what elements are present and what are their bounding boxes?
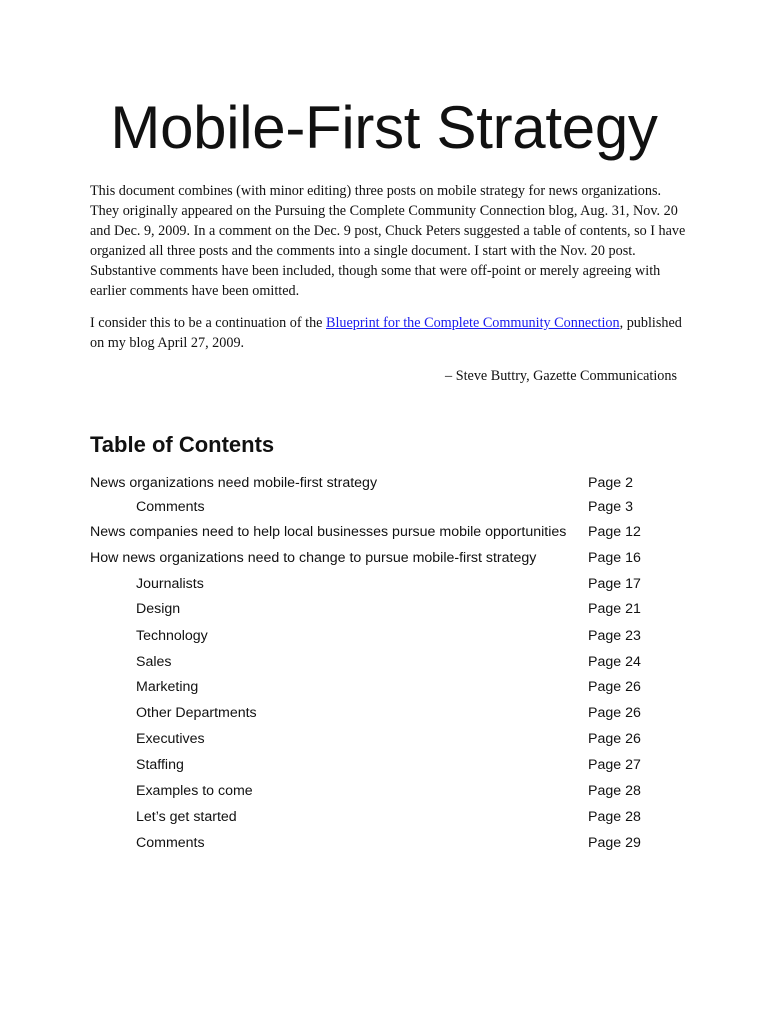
toc-entry-label: News companies need to help local businesses pursue mobile opportunities xyxy=(90,524,567,540)
toc-entry[interactable] xyxy=(0,547,768,569)
toc-entry-label: Other Departments xyxy=(136,705,257,721)
toc-entry-label: Examples to come xyxy=(136,783,253,799)
toc-entry-page: Page 28 xyxy=(588,809,641,825)
toc-entry-page: Page 12 xyxy=(588,524,641,540)
toc-entry-label: Technology xyxy=(136,628,208,644)
toc-entry-label: Let’s get started xyxy=(136,809,237,825)
toc-entry-page: Page 29 xyxy=(588,835,641,851)
continuation-text-after: , published on my blog April 27, 2009. xyxy=(90,315,682,351)
continuation-text-before: I consider this to be a continuation of the xyxy=(90,315,327,331)
intro-paragraph: This document combines (with minor editing) three posts on mobile strategy for news organizations. They originally appeared on the Pursuing the Complete Community Connection blog, Aug. 31, Nov. 20 and Dec. 9, 2009. In a comment on the Dec. 9 post, Chuck Peters suggested a table of contents, so I have organized all three posts and the comments into a single document. I start with the Nov. 20 post. Substantive comments have been included, though some that were off-point or merely agreeing with earlier comments have been omitted. xyxy=(90,183,686,299)
toc-entry[interactable] xyxy=(0,780,768,802)
toc-entry[interactable] xyxy=(0,521,768,543)
toc-entry-label: Staffing xyxy=(136,757,184,773)
toc-entry[interactable] xyxy=(0,598,768,620)
author-signature: – Steve Buttry, Gazette Communications xyxy=(445,368,677,384)
toc-entry-page: Page 28 xyxy=(588,783,641,799)
toc-entry[interactable] xyxy=(0,496,768,518)
toc-entry-page: Page 16 xyxy=(588,550,641,566)
toc-entry[interactable] xyxy=(0,728,768,750)
blueprint-link[interactable]: Blueprint for the Complete Community Connection xyxy=(326,315,620,331)
toc-entry[interactable] xyxy=(0,832,768,854)
toc-entry[interactable] xyxy=(0,625,768,647)
toc-entry-label: Journalists xyxy=(136,576,204,592)
toc-entry-page: Page 27 xyxy=(588,757,641,773)
toc-entry-label: Comments xyxy=(136,835,205,851)
toc-entry-page: Page 17 xyxy=(588,576,641,592)
toc-entry-label: News organizations need mobile-first strategy xyxy=(90,475,378,491)
toc-entry-page: Page 2 xyxy=(588,475,633,491)
toc-entry-page: Page 24 xyxy=(588,654,641,670)
toc-entry-label: How news organizations need to change to pursue mobile-first strategy xyxy=(90,550,537,566)
toc-entry-page: Page 26 xyxy=(588,705,641,721)
toc-entry-label: Comments xyxy=(136,499,205,515)
toc-entry-page: Page 21 xyxy=(588,601,641,617)
toc-entry-page: Page 3 xyxy=(588,499,633,515)
toc-entry[interactable] xyxy=(0,573,768,595)
toc-heading: Table of Contents xyxy=(90,432,275,457)
toc-entry-page: Page 26 xyxy=(588,731,641,747)
toc-entry[interactable] xyxy=(0,806,768,828)
document-title: Mobile-First Strategy xyxy=(110,94,658,161)
toc-entry[interactable] xyxy=(0,702,768,724)
toc-entry[interactable] xyxy=(0,676,768,698)
toc-entry-label: Executives xyxy=(136,731,205,747)
toc-entry-label: Sales xyxy=(136,654,172,670)
toc-entry-label: Design xyxy=(136,601,181,617)
toc-entry[interactable] xyxy=(0,754,768,776)
toc-entry-page: Page 26 xyxy=(588,679,641,695)
toc-entry-label: Marketing xyxy=(136,679,199,695)
toc-entry[interactable] xyxy=(0,472,768,494)
toc-entry-page: Page 23 xyxy=(588,628,641,644)
toc-entry[interactable] xyxy=(0,651,768,673)
